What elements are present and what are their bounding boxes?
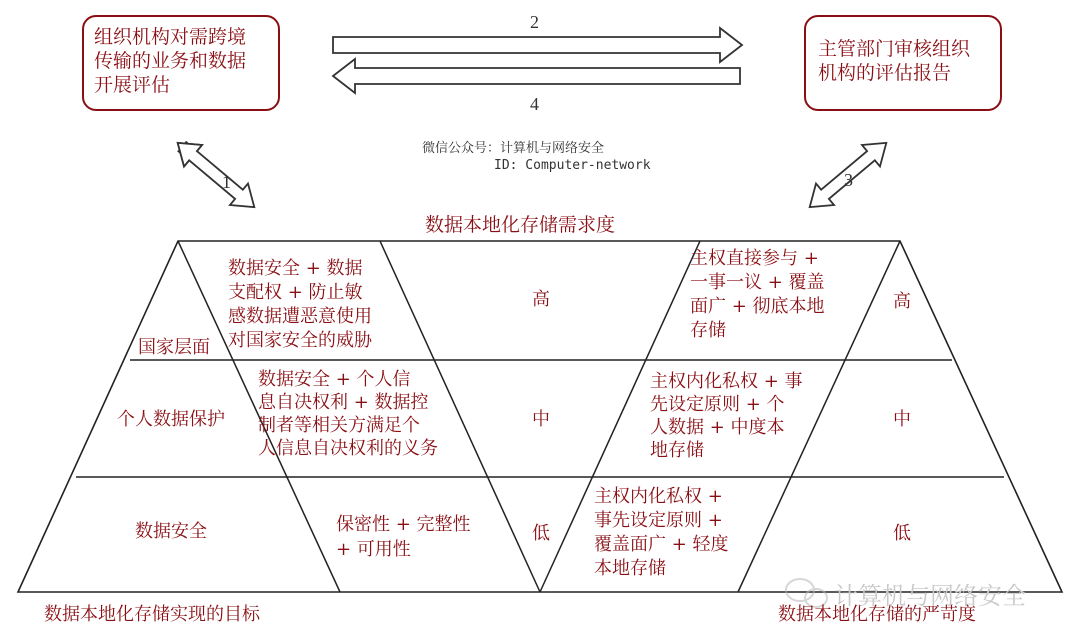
arrow-2-right <box>333 28 742 62</box>
level-personal-data: 个人数据保护 <box>117 409 225 430</box>
arrow-4-left <box>333 59 740 93</box>
wechat-id-line: ID: Computer-network <box>494 158 651 173</box>
bottom-left-label: 数据本地化存储实现的目标 <box>44 604 260 625</box>
strictness-high: 高 <box>893 291 911 312</box>
strictness-mid: 中 <box>893 409 911 430</box>
wechat-account-line: 微信公众号：计算机与网络安全 <box>422 141 605 156</box>
review-box-text: 主管部门审核组织 机构的评估报告 <box>818 38 971 84</box>
goal-personal: 数据安全 + 个人信 息自决权利 + 数据控 制者等相关方满足个 人信息自决权利的义务 <box>258 369 438 459</box>
arrow-label-2: 2 <box>530 12 539 32</box>
strictness-low: 低 <box>893 523 911 544</box>
demand-low: 低 <box>532 523 550 544</box>
assessment-box <box>82 15 280 111</box>
review-box <box>804 15 1002 111</box>
demand-title: 数据本地化存储需求度 <box>425 214 616 236</box>
goal-security: 保密性 + 完整性 + 可用性 <box>336 514 471 560</box>
measure-low: 主权内化私权 + 事先设定原则 + 覆盖面广 + 轻度 本地存储 <box>594 486 729 579</box>
demand-mid: 中 <box>532 409 550 430</box>
assessment-box-text: 组织机构对需跨境 传输的业务和数据 开展评估 <box>94 26 247 96</box>
arrow-label-4: 4 <box>530 94 539 114</box>
goal-national: 数据安全 + 数据 支配权 + 防止敏 感数据遭恶意使用 对国家安全的威胁 <box>228 258 372 351</box>
arrow-label-1: 1 <box>222 172 231 192</box>
watermark-text: 计算机与网络安全 <box>834 582 1026 610</box>
arrow-1-double <box>169 132 264 218</box>
bottom-right-label: 数据本地化存储的严苛度 <box>778 604 976 625</box>
level-national: 国家层面 <box>138 337 210 358</box>
measure-mid: 主权内化私权 + 事 先设定原则 + 个 人数据 + 中度本 地存储 <box>650 371 803 461</box>
demand-high: 高 <box>532 289 550 310</box>
arrow-label-3: 3 <box>844 170 853 190</box>
level-data-security: 数据安全 <box>135 521 207 542</box>
measure-high: 主权直接参与 + 一事一议 + 覆盖 面广 + 彻底本地 存储 <box>690 248 825 341</box>
